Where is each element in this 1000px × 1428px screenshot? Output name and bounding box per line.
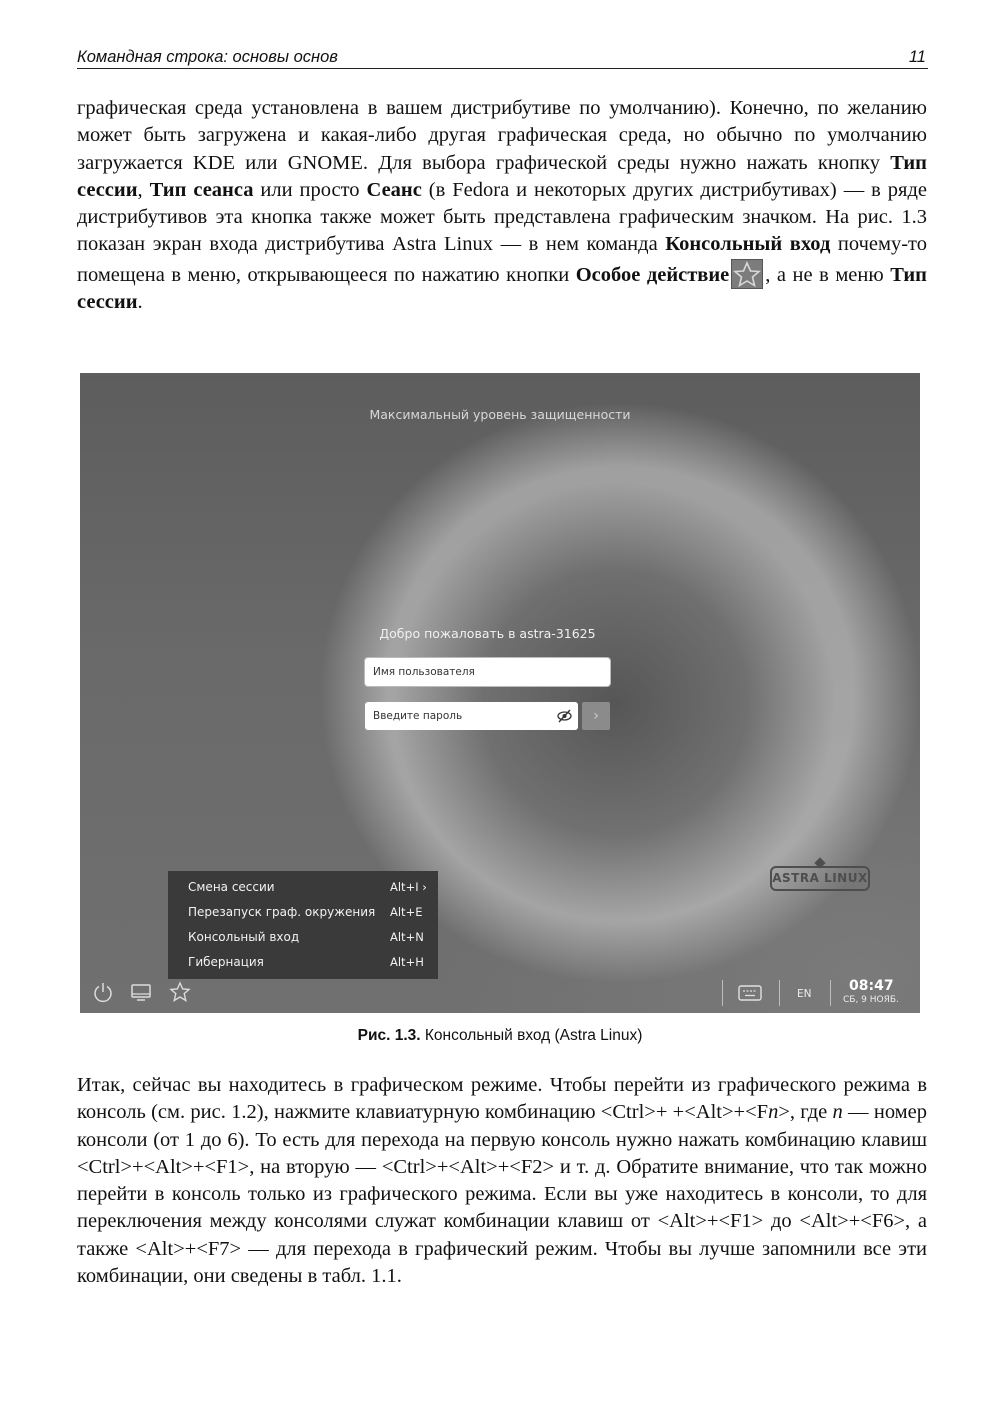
login-screen-figure bbox=[80, 373, 920, 1013]
text-run: >, где bbox=[778, 1101, 833, 1124]
text-run: Итак, сейчас вы находитесь в графическом режиме. Чтобы перейти из графического режима в консоль (см. рис. 1.2), нажмите клавиатурную комбинацию <Ctrl>+ +<Alt>+<F bbox=[77, 1074, 927, 1124]
welcome-text: Добро пожаловать в astra-31625 bbox=[379, 626, 596, 641]
language-indicator[interactable]: EN bbox=[797, 988, 812, 1000]
menu-item-label: Смена сессии bbox=[188, 880, 275, 894]
monitor-icon[interactable] bbox=[130, 981, 152, 1003]
text-run: . bbox=[137, 291, 143, 314]
status-tray bbox=[722, 977, 920, 1013]
star-icon bbox=[731, 259, 763, 289]
bold-term: Тип сессии bbox=[77, 263, 927, 314]
security-level-title: Максимальный уровень защищенности bbox=[369, 407, 631, 422]
tray-separator bbox=[830, 980, 831, 1006]
password-placeholder: Введите пароль bbox=[373, 710, 463, 722]
caption-text: Консольный вход (Astra Linux) bbox=[420, 1027, 643, 1044]
menu-item-shortcut: Alt+E bbox=[390, 905, 423, 919]
clock-time: 08:47 bbox=[849, 978, 894, 994]
menu-item-restart-graphics[interactable] bbox=[188, 903, 433, 923]
text-run: — номер консоли (от 1 до 6). То есть для перехода на первую консоль нужно нажать комбинацию клавиш <Ctrl>+<Alt>+<F1>, на вторую — <Ctrl>+<Alt>+<F2> и т. д. Обратите внимание, что так можно перейти в консоль только из графического режима. Если вы уже находитесь в консоли, то для переключения между консолями служат комбинации клавиш от <Alt>+<F1> до <Alt>+<F6>, а также <Alt>+<F7> — для перехода в графический режим. Чтобы вы лучше запомнили все эти комбинации, они сведены в табл. 1.1. bbox=[77, 1101, 927, 1288]
paragraph-1 bbox=[77, 95, 927, 316]
password-input[interactable] bbox=[365, 702, 578, 730]
italic-variable: n bbox=[832, 1101, 843, 1124]
paragraph-2 bbox=[77, 1072, 927, 1290]
keyboard-icon[interactable] bbox=[738, 984, 762, 1002]
text-run: (в Fedora и некоторых других дистрибутивах) — в ряде дистрибутивов эта кнопка также может быть представлена графическим значком. На рис. 1.3 показан экран входа дистрибутива Astra Linux — в нем команда bbox=[77, 178, 927, 256]
menu-item-switch-session[interactable] bbox=[188, 878, 433, 898]
menu-item-shortcut: Alt+N bbox=[390, 930, 424, 944]
bold-term: Сеанс bbox=[366, 178, 422, 201]
italic-variable: n bbox=[768, 1101, 779, 1124]
caption-number: Рис. 1.3. bbox=[357, 1027, 421, 1044]
page-number: 11 bbox=[908, 48, 926, 66]
special-action-menu bbox=[168, 871, 438, 979]
text-run: , bbox=[137, 178, 150, 201]
menu-item-label: Гибернация bbox=[188, 955, 264, 969]
menu-item-hibernate[interactable] bbox=[188, 953, 433, 973]
menu-item-shortcut: Alt+H bbox=[390, 955, 424, 969]
text-run: , а не в меню bbox=[765, 263, 891, 286]
tray-separator bbox=[779, 980, 780, 1006]
bold-term: Особое действие bbox=[575, 263, 730, 286]
bold-term: Консольный вход bbox=[665, 233, 831, 256]
bold-term: Тип сеанса bbox=[149, 178, 254, 201]
tray-separator bbox=[722, 980, 723, 1006]
eye-slash-icon[interactable] bbox=[557, 709, 572, 723]
running-head bbox=[77, 46, 928, 69]
menu-item-label: Перезапуск граф. окружения bbox=[188, 905, 376, 919]
clock-date: СБ, 9 НОЯБ. bbox=[843, 995, 899, 1005]
menu-item-console-login[interactable] bbox=[188, 928, 433, 948]
text-run: графическая среда установлена в вашем дистрибутиве по умолчанию). Конечно, по желанию может быть загружена и какая-либо другая графическая среда, но обычно по умолчанию загружается KDE или GNOME. Для выбора графической среды нужно нажать кнопку bbox=[77, 97, 927, 174]
menu-item-shortcut: Alt+I › bbox=[390, 880, 427, 894]
running-head-title: Командная строка: основы основ bbox=[77, 48, 338, 66]
bold-term: Тип сессии bbox=[77, 151, 927, 201]
menu-item-label: Консольный вход bbox=[188, 930, 300, 944]
username-input[interactable]: Имя пользователя bbox=[365, 658, 610, 686]
figure-caption bbox=[0, 1027, 1000, 1045]
text-run: или просто bbox=[253, 178, 367, 201]
star-icon[interactable] bbox=[169, 981, 191, 1003]
astra-linux-logo: ASTRA LINUX bbox=[770, 866, 870, 891]
text-run: почему-то помещена в меню, открывающееся по нажатию кнопки bbox=[77, 233, 927, 286]
login-submit-button[interactable]: › bbox=[582, 702, 610, 730]
power-icon[interactable] bbox=[92, 981, 114, 1003]
